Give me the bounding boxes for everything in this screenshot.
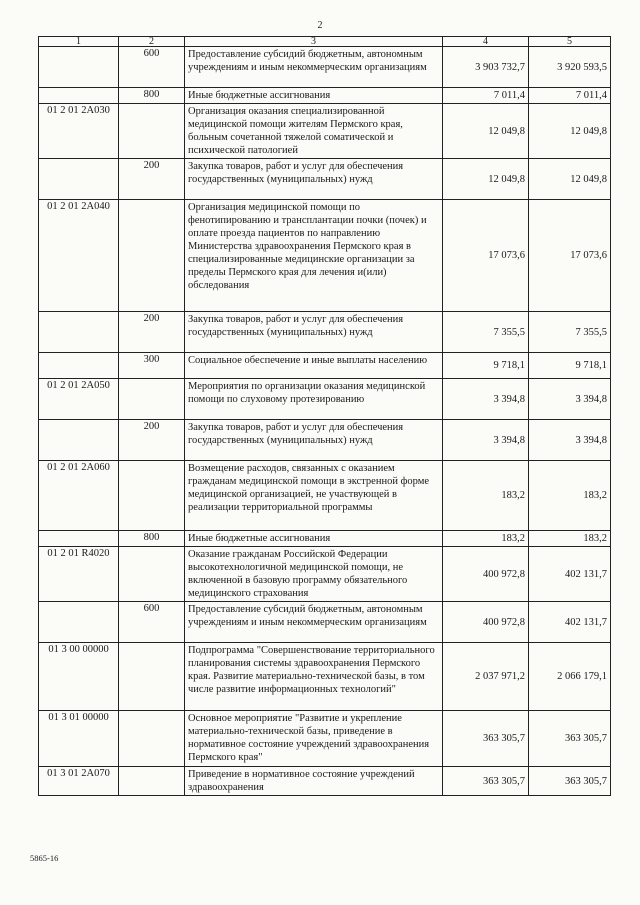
row-code: 01 2 01 2А040: [39, 200, 119, 312]
row-code: [39, 312, 119, 353]
row-description: Организация медицинской помощи по фенотипированию и трансплантации почки (почек) и оплате проезда пациентов по направлению Министерства здравоохранения Пермского края в специализированные медицинские организации за пределы Пермского края для лечения и(или) обследования: [185, 200, 443, 312]
row-value-1: 183,2: [443, 531, 529, 547]
row-value-1: 7 011,4: [443, 88, 529, 104]
row-code: [39, 602, 119, 643]
row-value-2: 183,2: [529, 531, 611, 547]
row-code: [39, 531, 119, 547]
row-value-1: 3 394,8: [443, 379, 529, 420]
row-description: Приведение в нормативное состояние учреждений здравоохранения: [185, 767, 443, 796]
table-row: [39, 711, 611, 767]
table-row: [39, 88, 611, 104]
row-expense-type: 800: [119, 531, 185, 547]
row-code: 01 3 00 00000: [39, 643, 119, 711]
table-row: [39, 767, 611, 796]
row-code: 01 2 01 2А030: [39, 104, 119, 159]
row-value-1: 400 972,8: [443, 547, 529, 602]
header-cell: 4: [443, 37, 529, 47]
row-value-2: 2 066 179,1: [529, 643, 611, 711]
table-row: [39, 420, 611, 461]
row-description: Социальное обеспечение и иные выплаты населению: [185, 353, 443, 379]
table-row: [39, 379, 611, 420]
row-code: [39, 353, 119, 379]
row-code: [39, 159, 119, 200]
row-code: [39, 420, 119, 461]
row-description: Возмещение расходов, связанных с оказанием гражданам медицинской помощи в экстренной форме медицинской организацией, не участвующей в реализации территориальной программы: [185, 461, 443, 531]
row-description: Предоставление субсидий бюджетным, автономным учреждениям и иным некоммерческим организациям: [185, 602, 443, 643]
row-value-1: 7 355,5: [443, 312, 529, 353]
row-expense-type: [119, 200, 185, 312]
row-value-1: 2 037 971,2: [443, 643, 529, 711]
row-value-2: 402 131,7: [529, 602, 611, 643]
row-code: 01 2 01 2А050: [39, 379, 119, 420]
table-row: [39, 643, 611, 711]
row-expense-type: [119, 104, 185, 159]
row-value-2: 183,2: [529, 461, 611, 531]
row-description: Закупка товаров, работ и услуг для обеспечения государственных (муниципальных) нужд: [185, 312, 443, 353]
row-value-1: 183,2: [443, 461, 529, 531]
row-expense-type: [119, 547, 185, 602]
row-description: Закупка товаров, работ и услуг для обеспечения государственных (муниципальных) нужд: [185, 420, 443, 461]
row-value-1: 12 049,8: [443, 104, 529, 159]
table-row: [39, 461, 611, 531]
row-description: Иные бюджетные ассигнования: [185, 531, 443, 547]
row-value-1: 17 073,6: [443, 200, 529, 312]
table-row: [39, 353, 611, 379]
row-code: 01 3 01 2А070: [39, 767, 119, 796]
row-description: Мероприятия по организации оказания медицинской помощи по слуховому протезированию: [185, 379, 443, 420]
budget-table: [38, 36, 611, 796]
table-row: [39, 547, 611, 602]
header-cell: 1: [39, 37, 119, 47]
row-description: Подпрограмма "Совершенствование территориального планирования системы здравоохранения Пермского края. Развитие материально-технической базы, в том числе развитие информационных технологий": [185, 643, 443, 711]
row-description: Закупка товаров, работ и услуг для обеспечения государственных (муниципальных) нужд: [185, 159, 443, 200]
row-expense-type: 200: [119, 312, 185, 353]
row-value-2: 363 305,7: [529, 767, 611, 796]
table-row: [39, 159, 611, 200]
row-code: [39, 47, 119, 88]
row-code: [39, 88, 119, 104]
row-description: Основное мероприятие "Развитие и укрепление материально-технической базы, приведение в нормативное состояние учреждений здравоохранения Пермского края": [185, 711, 443, 767]
row-code: 01 3 01 00000: [39, 711, 119, 767]
header-cell: 2: [119, 37, 185, 47]
row-expense-type: 200: [119, 420, 185, 461]
row-expense-type: 800: [119, 88, 185, 104]
row-expense-type: 300: [119, 353, 185, 379]
row-expense-type: [119, 461, 185, 531]
footer-code: 5865-16: [30, 853, 59, 863]
row-value-2: 9 718,1: [529, 353, 611, 379]
row-value-1: 363 305,7: [443, 767, 529, 796]
table-row: [39, 47, 611, 88]
row-expense-type: 200: [119, 159, 185, 200]
row-value-1: 3 903 732,7: [443, 47, 529, 88]
row-description: Организация оказания специализированной медицинской помощи жителям Пермского края, больным сочетанной тяжелой соматической и психической патологией: [185, 104, 443, 159]
row-value-2: 12 049,8: [529, 104, 611, 159]
row-value-2: 7 355,5: [529, 312, 611, 353]
table-row: [39, 104, 611, 159]
row-description: Иные бюджетные ассигнования: [185, 88, 443, 104]
row-value-2: 3 920 593,5: [529, 47, 611, 88]
row-value-2: 7 011,4: [529, 88, 611, 104]
row-value-2: 363 305,7: [529, 711, 611, 767]
row-value-2: 3 394,8: [529, 379, 611, 420]
row-expense-type: [119, 767, 185, 796]
row-expense-type: 600: [119, 602, 185, 643]
table-header-row: [39, 37, 611, 47]
row-value-1: 12 049,8: [443, 159, 529, 200]
table-body: [39, 47, 611, 796]
row-description: Предоставление субсидий бюджетным, автономным учреждениям и иным некоммерческим организациям: [185, 47, 443, 88]
page-number: 2: [317, 20, 323, 31]
table-row: [39, 531, 611, 547]
row-expense-type: [119, 643, 185, 711]
row-expense-type: 600: [119, 47, 185, 88]
table-row: [39, 200, 611, 312]
row-value-1: 3 394,8: [443, 420, 529, 461]
row-value-1: 363 305,7: [443, 711, 529, 767]
row-value-2: 12 049,8: [529, 159, 611, 200]
row-value-1: 9 718,1: [443, 353, 529, 379]
table-row: [39, 312, 611, 353]
header-cell: 5: [529, 37, 611, 47]
row-value-2: 402 131,7: [529, 547, 611, 602]
table-row: [39, 602, 611, 643]
row-value-2: 3 394,8: [529, 420, 611, 461]
row-expense-type: [119, 711, 185, 767]
row-code: 01 2 01 R4020: [39, 547, 119, 602]
header-cell: 3: [185, 37, 443, 47]
row-code: 01 2 01 2А060: [39, 461, 119, 531]
row-value-1: 400 972,8: [443, 602, 529, 643]
row-description: Оказание гражданам Российской Федерации высокотехнологичной медицинской помощи, не включенной в базовую программу обязательного медицинского страхования: [185, 547, 443, 602]
row-value-2: 17 073,6: [529, 200, 611, 312]
row-expense-type: [119, 379, 185, 420]
